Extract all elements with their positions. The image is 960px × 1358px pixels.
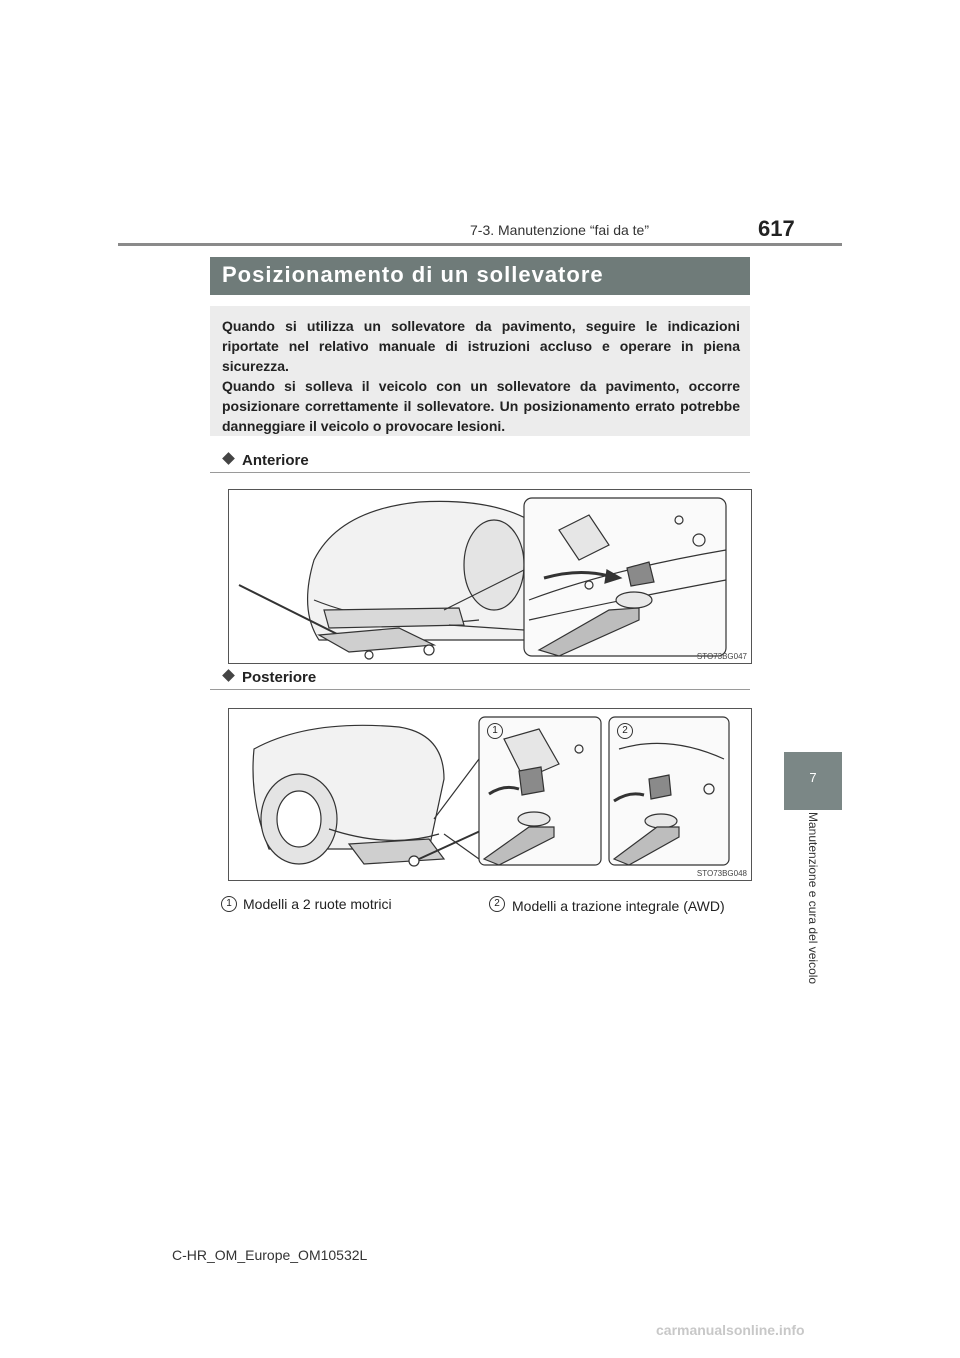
diamond-bullet-icon	[222, 452, 235, 465]
footer-watermark: carmanualsonline.info	[656, 1322, 805, 1338]
front-heading-text: Anteriore	[242, 452, 309, 469]
footer-document-id: C-HR_OM_Europe_OM10532L	[172, 1247, 368, 1263]
intro-paragraph-2: Quando si solleva il veicolo con un sollevatore da pavimento, occorre posizionare correttamente il sollevatore. Un posizionamento errato potrebbe danneggiare il veicolo o provocare lesioni.	[222, 378, 740, 434]
front-figure-code: STO73BG047	[696, 652, 747, 661]
caption-text-1: Modelli a 2 ruote motrici	[243, 896, 392, 912]
rear-heading-rule	[210, 689, 750, 690]
caption-number-1: 1	[221, 896, 237, 912]
front-jack-illustration	[229, 490, 751, 663]
rear-heading-text: Posteriore	[242, 669, 317, 686]
rear-detail-badge-1: 1	[487, 723, 503, 739]
chapter-side-label	[784, 812, 842, 1002]
chapter-tab-number: 7	[809, 770, 817, 785]
rear-jack-figure	[228, 708, 752, 881]
caption-text-2: Modelli a trazione integrale (AWD)	[512, 898, 725, 914]
front-heading	[222, 452, 309, 469]
rear-figure-code: STO73BG048	[696, 869, 747, 878]
front-heading-rule	[210, 472, 750, 473]
intro-paragraph-1: Quando si utilizza un sollevatore da pavimento, seguire le indicazioni riportate nel relativo manuale di istruzioni accluso e operare in piena sicurezza.	[222, 318, 740, 374]
diamond-bullet-icon	[222, 669, 235, 682]
header-section-title: 7-3. Manutenzione “fai da te”	[470, 222, 649, 238]
caption-number-2: 2	[489, 896, 505, 912]
page-number: 617	[758, 216, 795, 241]
chapter-side-label-text: Manutenzione e cura del veicolo	[806, 812, 820, 985]
section-title: Posizionamento di un sollevatore	[222, 262, 604, 287]
rear-detail-badge-2: 2	[617, 723, 633, 739]
rear-heading	[222, 669, 316, 686]
header-divider	[118, 243, 842, 246]
front-jack-figure	[228, 489, 752, 664]
